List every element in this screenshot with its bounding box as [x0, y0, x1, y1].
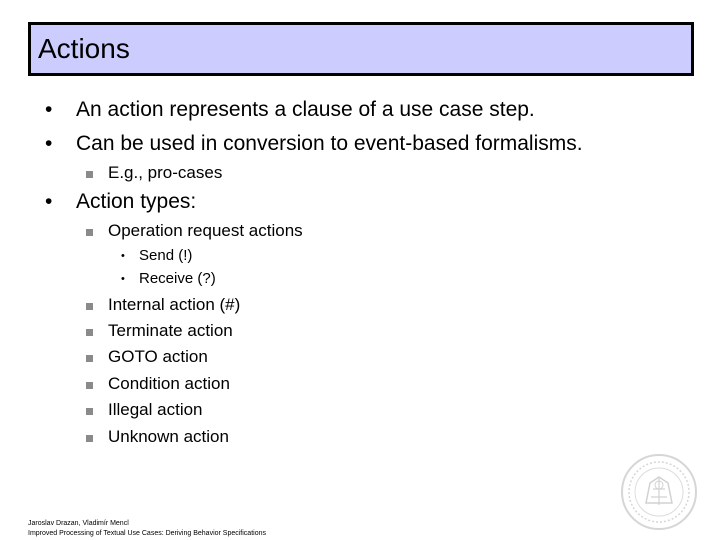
square-bullet-icon: [86, 407, 93, 418]
sub-bullet-text: Condition action: [108, 374, 230, 393]
bullet-text: Can be used in conversion to event-based formalisms.: [76, 132, 583, 155]
sub-bullet-text: Internal action (#): [108, 295, 241, 314]
square-bullet-icon: [86, 302, 93, 313]
square-bullet-icon: [86, 434, 93, 445]
sub-sub-bullet-text: Receive (?): [139, 270, 216, 287]
title-bar: [28, 22, 694, 76]
footer: [28, 519, 266, 539]
small-dot-icon: •: [121, 273, 125, 285]
small-dot-icon: •: [121, 250, 125, 262]
square-bullet-icon: [86, 381, 93, 392]
bullet-dot-icon: •: [45, 132, 53, 155]
sub-bullet-text: Unknown action: [108, 427, 229, 446]
footer-authors: Jaroslav Drazan, Vladimír Mencl: [28, 520, 129, 527]
sub-bullet-text: GOTO action: [108, 347, 208, 366]
slide-title: Actions: [38, 33, 130, 64]
bullet-text: An action represents a clause of a use case step.: [76, 98, 535, 121]
sub-bullet-text: Illegal action: [108, 400, 203, 419]
footer-paper-title: Improved Processing of Textual Use Cases: Deriving Behavior Specifications: [28, 530, 266, 537]
bullet-dot-icon: •: [45, 98, 53, 121]
square-bullet-icon: [86, 328, 93, 339]
square-bullet-icon: [86, 170, 93, 181]
sub-bullet-text: Operation request actions: [108, 221, 303, 240]
bullet-text: Action types:: [76, 190, 197, 213]
sub-bullet-text: Terminate action: [108, 321, 233, 340]
square-bullet-icon: [86, 354, 93, 365]
bullet-dot-icon: •: [45, 190, 53, 213]
sub-sub-bullet-text: Send (!): [139, 247, 193, 264]
university-seal-icon: [620, 453, 698, 531]
square-bullet-icon: [86, 228, 93, 239]
sub-bullet-text: E.g., pro-cases: [108, 163, 223, 182]
